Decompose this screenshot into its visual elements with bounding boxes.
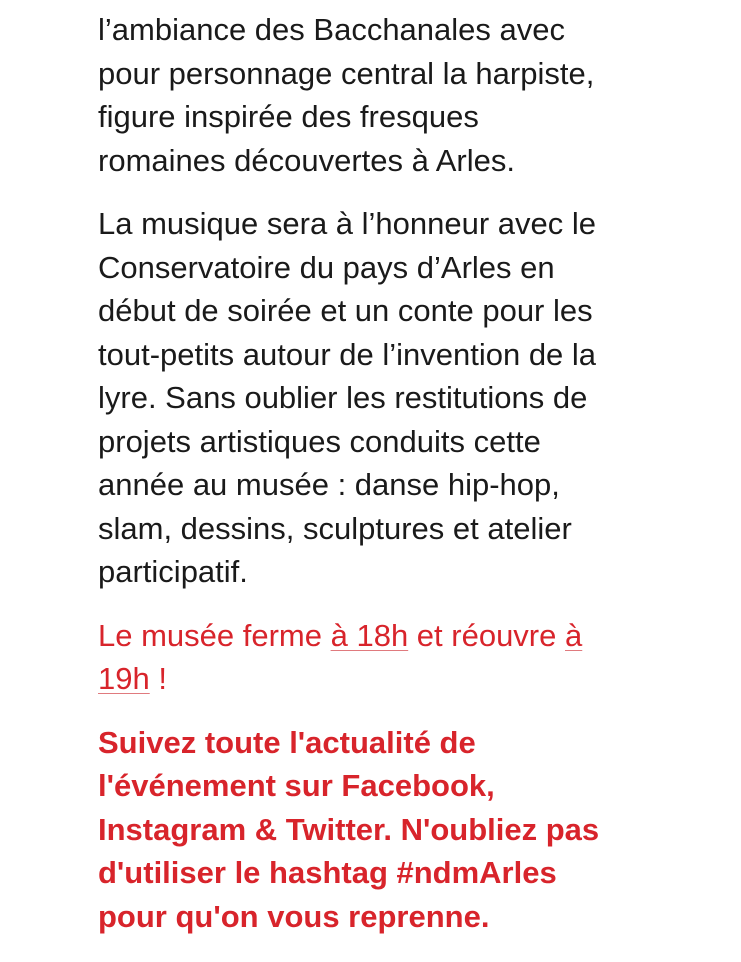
notice-text-middle: et réouvre xyxy=(408,617,565,653)
text-line: La musique sera à l’honneur avec le xyxy=(98,206,597,241)
text-line xyxy=(98,614,658,658)
text-line: Conservatoire du pays d’Arles en xyxy=(98,249,555,285)
text-line: tout-petits autour de l’invention de la xyxy=(98,336,597,372)
text-line: participatif. xyxy=(98,554,248,589)
text-line: l'événement sur Facebook, xyxy=(98,768,495,803)
link-reopen-time[interactable]: 19h xyxy=(98,661,150,696)
article-body xyxy=(98,8,658,958)
notice-text-after: ! xyxy=(149,661,167,696)
paragraph-bacchanales xyxy=(98,8,658,182)
text-line: romaines découvertes à Arles. xyxy=(98,142,515,178)
notice-text-before: Le musée ferme xyxy=(98,617,331,653)
text-line: projets artistiques conduits cette xyxy=(98,423,541,459)
text-line: Suivez toute l'actualité de xyxy=(98,724,476,760)
text-line xyxy=(98,657,658,701)
text-line: pour qu'on vous reprenne. xyxy=(98,898,490,934)
text-line: slam, dessins, sculptures et atelier xyxy=(98,510,572,546)
text-line: Instagram & Twitter. N'oubliez pas xyxy=(98,811,600,847)
text-line: figure inspirée des fresques xyxy=(98,99,479,134)
link-reopen-a[interactable]: à xyxy=(565,617,583,653)
text-line: lyre. Sans oublier les restitutions de xyxy=(98,380,588,415)
paragraph-opening-hours xyxy=(98,614,658,701)
text-line: début de soirée et un conte pour les xyxy=(98,293,593,328)
text-line: l’ambiance des Bacchanales avec xyxy=(98,12,565,47)
paragraph-social-media xyxy=(98,721,658,939)
text-line: pour personnage central la harpiste, xyxy=(98,55,595,91)
text-line: d'utiliser le hashtag #ndmArles xyxy=(98,855,557,890)
text-line: année au musée : danse hip-hop, xyxy=(98,467,560,502)
link-close-time[interactable]: à 18h xyxy=(330,617,409,653)
paragraph-music xyxy=(98,202,658,594)
